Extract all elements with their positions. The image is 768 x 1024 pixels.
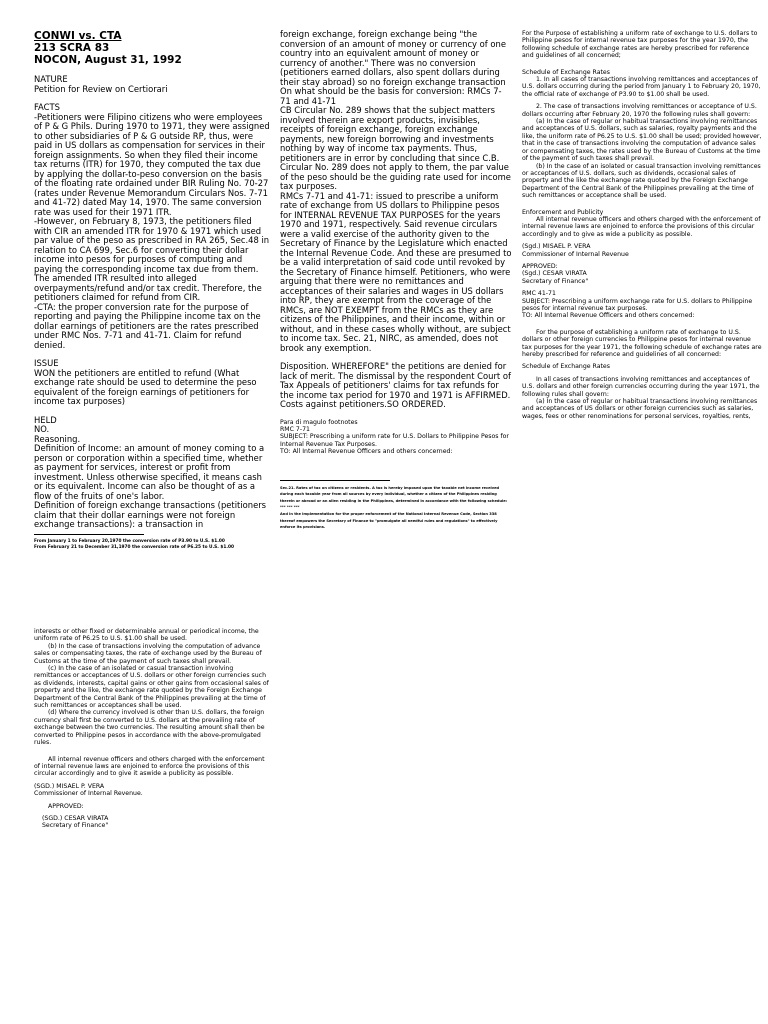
facts-paragraph: -CTA: the proper conversion rate for the purpose of reporting and paying the Philippine income tax on the dollar earnings of petitioners are the rates prescribed under RMC Nos. 7-71 and 41-71. Claim for refund denied. <box>34 301 261 350</box>
nature-text: Petition for Review on Certiorari <box>34 83 168 94</box>
definition-forex: Definition of foreign exchange transactions (petitioners claim that their dollar earnings were not foreign exchange transactions): a transaction in <box>34 500 267 529</box>
schedule-item: (c) In the case of an isolated or casual transaction involving remittances or acceptances of U.S. dollars or other foreign currencies such as dividends, interests, capital gains or other gains from occasional sales of property and the like, the exchange rate quoted by the Foreign Exchange Department of the Central Bank of the Philippines prevailing at the time of such remittances or acceptances shall be used. <box>34 665 269 710</box>
signatory-title: Secretary of Finance" <box>522 277 589 285</box>
schedule-item: In all cases of transactions involving remittances and acceptances of U.S. dollars and other foreign currencies occurring during the year 1971, the following rules shall govern: <box>522 375 760 398</box>
column-3 <box>522 30 762 420</box>
definition-income: Definition of Income: an amount of money coming to a person or corporation within a specified time, whether as payment for services, interest or profit from investment. Unless otherwise specified, it means cash or its equivalent. Income can also be thought of as a flow of the fruits of one's labor. <box>34 443 265 501</box>
issue-text: WON the petitioners are entitled to refund (What exchange rate should be used to determine the peso equivalent of the foreign earnings of petitioners for income tax purposes) <box>34 367 257 406</box>
facts-paragraph: -Petitioners were Filipino citizens who were employees of P & G Phils. During 1970 to 1971, they were assigned to other subsidiaries of P & G outside RP, thus, were paid in US dollars as compensation for services in their foreign assignments. So when they filed their income tax returns (ITR) for 1970, they computed the tax due by applying the dollar-to-peso conversion on the basis of the floating rate ordained under BIR Ruling No. 70-27 (rates under Revenue Memorandum Circulars Nos. 7-71 and 41-72) dated May 14, 1970. The same conversion rate was used for their 1971 ITR. <box>34 111 270 217</box>
schedule-item: (b) In the case of an isolated or casual transaction involving remittances or acceptances of U.S. dollars, such as dividends, occasional sales of property and the like the exchange rate quoted by the Foreign Exchange Department of the Central Bank of the Philippines prevailing at the time of such remittances or acceptance shall be used. <box>522 162 761 200</box>
schedule-item: (d) Where the currency involved is other than U.S. dollars, the foreign currency shall first be converted to U.S. dollars at the prevailing rate of exchange between the two currencies. The resulting amount shall then be converted to Philippine pesos in accordance with the above-promulgated rules. <box>34 709 265 747</box>
footnote: Sec.21. Rates of tax on citizens or residents. A tax is hereby imposed upon the taxable net income received during each taxable year from all sources by every individual, whether a citizen of the Philippines residing therein or abroad or an alien residing in the Philippines, determined in accordance with the following schedule: <box>280 485 508 503</box>
signatory: (SGD.) MISAEL P. VERA <box>34 782 105 790</box>
signatory-title: Commissioner of Internal Revenue. <box>34 790 143 798</box>
citation: 213 SCRA 83 <box>34 42 110 54</box>
issue-heading: ISSUE <box>34 358 59 368</box>
schedule-item: 1. In all cases of transactions involving remittances and acceptances of U.S. dollars occurring during the period from January 1 to February 20, 1970, the official rate of exchange of P3.90 to $1.00 shall be used. <box>522 76 761 98</box>
schedule-item: (b) In the case of transactions involving the computation of advance sales or compensating taxes, the rate of exchange used by the Bureau of Customs at the time of the payment of such taxes shall prevail. <box>34 642 262 665</box>
column-2 <box>280 30 512 531</box>
footnotes-label: Para di magulo footnotes <box>280 418 358 426</box>
footnote: And in the implementation for the proper enforcement of the National Internal Revenue Code, Section 338 thereof empowers the Secretary of Finance to "promulgate all needful rules and regulations" to effectively enforce its provisions. <box>280 511 498 530</box>
approved-label: APPROVED: <box>48 802 84 810</box>
disposition: Disposition. WHEREFORE" the petitions are denied for lack of merit. The dismissal by the respondent Court of Tax Appeals of petitioners' claims for tax refunds for the income tax period for 1970 and 1971 is AFFIRMED. Costs against petitioners.SO ORDERED. <box>280 361 511 409</box>
signatory: (SGD.) CESAR VIRATA <box>42 814 109 822</box>
enforcement-text: All internal revenue officers and others charged with the enforcement of internal revenue laws are enjoined to enforce the provisions of this circular accordingly and to give it aswide a publicity as possible. <box>34 755 265 778</box>
nature-heading: NATURE <box>34 74 68 84</box>
forex-paragraph: foreign exchange, foreign exchange being "the conversion of an amount of money or currency of one country into an equivalent amount of money or currency of another." There was no conversion (petitioners earned dollars, also spent dollars during their stay abroad) so no foreign exchange transaction <box>280 29 506 87</box>
footnote: From February 21 to December 31,1970 the conversion rate of P6.25 to U.S. $1.00 <box>34 544 234 550</box>
case-title: CONWI vs. CTA <box>34 30 122 42</box>
facts-paragraph: -However, on February 8, 1973, the petitioners filed with CIR an amended ITR for 1970 & 1971 which used par value of the peso as prescribed in RA 265, Sec.48 in relation to CA 699, Sec.6 for converting their dollar income into pesos for purposes of computing and paying the corresponding income tax due from them. The amended ITR resulted into alleged overpayments/refund and/or tax credit. Therefore, the petitioners claimed for refund from CIR. <box>34 216 270 302</box>
rmc-paragraph: RMCs 7-71 and 41-71: issued to prescribe a uniform rate of exchange from US dollars to Philippine pesos for INTERNAL REVENUE TAX PURPOSES for the years 1970 and 1971, respectively. Said revenue circulars were a valid exercise of the authority given to the Secretary of Finance by the Legislature which enacted the Internal Revenue Code. And these are presumed to be a valid interpretation of said code until revoked by the Secretary of Finance himself. Petitioners, who were arguing that there were no remittances and acceptances of their salaries and wages in US dollars into RP, they are exempt from the coverage of the RMCs, are NOT EXEMPT from the RMCs as they are citizens of the Philippines, and their income, within or without, and in these cases wholly without, are subject to income tax. Sec. 21, NIRC, as amended, does not brook any exemption. <box>280 190 512 353</box>
held-answer: NO. <box>34 424 50 434</box>
signatory: (Sgd.) MISAEL P. VERA <box>522 243 591 251</box>
approved-label: APPROVED: <box>522 262 558 270</box>
basis-question: On what should be the basis for conversion: RMCs 7-71 and 41-71 <box>280 86 502 106</box>
enforcement-text: All internal revenue officers and others charged with the enforcement of internal revenue laws are enjoined to enforce the provisions of this circular accordingly and to give as wide a publicity as possible. <box>522 215 761 238</box>
facts-heading: FACTS <box>34 102 60 112</box>
rmc-to: TO: All Internal Revenue Officers and others concerned: <box>522 312 695 320</box>
signatory-title: Secretary of Finance" <box>42 822 109 830</box>
held-heading: HELD <box>34 414 57 425</box>
schedule-item: interests or other fixed or determinable annual or periodical income, the uniform rate of P6.25 to U.S. $1.00 shall be used. <box>34 628 259 643</box>
rmc-paragraph: For the purpose of establishing a uniform rate of exchange to U.S. dollars or other foreign currencies to Philippine pesos for internal revenue tax purposes for the year 1971, the following schedule of exchange rates are hereby prescribed for reference and guidelines of all concerned: <box>522 328 762 359</box>
signatory: (Sgd.) CESAR VIRATA <box>522 270 587 278</box>
ponente-date: NOCON, August 31, 1992 <box>34 54 182 66</box>
schedule-item: 2. The case of transactions involving remittances or acceptance of U.S. dollars occurring after February 20, 1970 the following rules shall govern: <box>522 103 757 118</box>
enforcement-heading: Enforcement and Publicity <box>522 208 604 216</box>
column-4 <box>34 628 272 830</box>
schedule-heading: Schedule of Exchange Rates <box>522 363 610 371</box>
reasoning-label: Reasoning. <box>34 433 81 444</box>
rmc-subject: SUBJECT: Prescribing a uniform rate for U.S. Dollars to Philippine Pesos for Internal Revenue Tax Purposes. <box>280 433 509 448</box>
schedule-heading: Schedule of Exchange Rates <box>522 68 610 76</box>
rmc-paragraph: For the Purpose of establishing a uniform rate of exchange to U.S. dollars to Philippine pesos for internal revenue tax purposes for the year 1970, the following schedule of exchange rates are hereby prescribed for reference and guidelines of all concerned; <box>522 30 758 60</box>
schedule-item: (a) In the case of regular or habitual transactions involving remittances and acceptances of U.S. dollars, such as salaries, royalty payments and the like, the uniform rate of P6.25 to U.S. $1.00 shall be used; provided however, that in the case of transactions involving the computation of advance sales or compensating taxes, the rates used by the Bureau of Customs at the time of the payment of such taxes shall prevail. <box>522 118 762 163</box>
rmc-label: RMC 41-71 <box>522 290 556 298</box>
rmc-subject: SUBJECT: Prescribing a uniform exchange rate for U.S. dollars to Philippine pesos for internal revenue tax purposes. <box>522 297 753 312</box>
footnote: From January 1 to February 20,1970 the conversion rate of P3.90 to U.S. $1.00 <box>34 538 225 544</box>
signatory-title: Commissioner of Internal Revenue <box>522 250 629 258</box>
cb-circular-paragraph: CB Circular No. 289 shows that the subject matters involved therein are export products, invisibles, receipts of foreign exchange, foreign exchange payments, new foreign borrowing and investments nothing by way of income tax payments. Thus, petitioners are in error by concluding that since C.B. Circular No. 289 does not apply to them, the par value of the peso should be the guiding rate used for income tax purposes. <box>280 105 511 191</box>
rmc-to: TO: All Internal Revenue Officers and others concerned: <box>280 448 453 456</box>
column-1 <box>34 30 272 551</box>
footnote: *** *** *** <box>280 505 300 510</box>
footnote-rule <box>280 480 390 481</box>
rmc-label: RMC 7-71 <box>280 425 310 433</box>
schedule-item: (a) In the case of regular or habitual transactions involving remittances and acceptances of US dollars or other foreign currencies such as salaries, wages, fees or other renominations for personal services, royalties, rents, <box>522 398 758 420</box>
footnote-rule <box>34 534 144 535</box>
